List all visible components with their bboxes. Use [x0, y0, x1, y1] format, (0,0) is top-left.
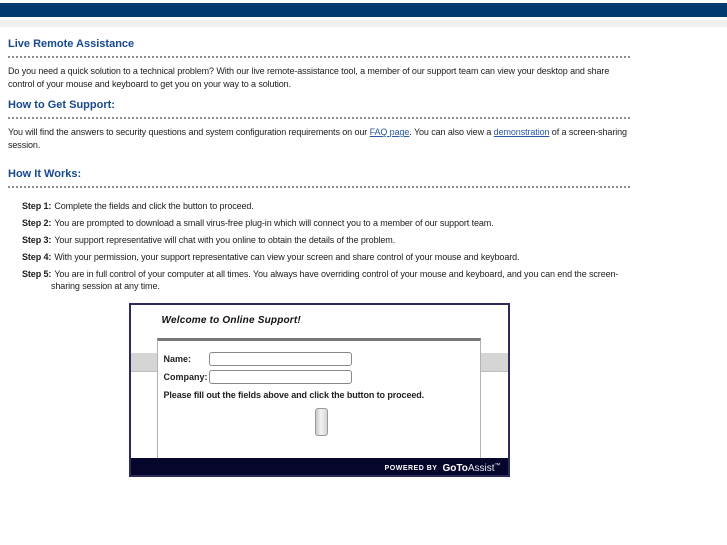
trademark-symbol: ™: [494, 463, 501, 469]
name-label: Name:: [163, 354, 192, 364]
step-3-label: Step 3:: [22, 235, 52, 245]
step-5: [22, 268, 630, 292]
step-5-label: Step 5:: [22, 269, 52, 279]
name-row: [164, 352, 480, 366]
support-widget: [129, 303, 510, 477]
sub-header-strip: [0, 20, 727, 27]
section-title-live-remote-assistance: Live Remote Assistance: [8, 38, 135, 50]
widget-title: Welcome to Online Support!: [161, 315, 301, 326]
step-2-text: You are prompted to download a small virus-free plug-in which will connect you to a member of our support team.: [54, 218, 494, 228]
faq-page-link[interactable]: FAQ page: [369, 127, 410, 137]
step-1-text: Complete the fields and click the button to proceed.: [54, 201, 254, 211]
company-input[interactable]: [209, 370, 352, 384]
top-nav-bar: [0, 3, 727, 17]
support-text-2: . You can also view a: [409, 127, 494, 137]
step-1: [22, 200, 630, 212]
step-2: [22, 217, 630, 229]
section-title-how-to-get-support: How to Get Support:: [8, 99, 115, 111]
step-3: [22, 234, 630, 246]
gotoassist-logo: [442, 458, 500, 475]
widget-form-panel: [157, 338, 481, 458]
company-row: [164, 370, 480, 384]
widget-instruction: Please fill out the fields above and click the button to proceed.: [163, 390, 425, 400]
step-2-label: Step 2:: [22, 218, 52, 228]
brand-assist: Assist: [467, 463, 495, 474]
support-text-1: You will find the answers to security questions and system configuration requirements on our: [8, 127, 370, 137]
company-label: Company:: [163, 372, 208, 382]
powered-by-label: POWERED BY: [384, 465, 438, 472]
name-input[interactable]: [209, 352, 352, 366]
widget-footer: [131, 458, 508, 475]
demonstration-link[interactable]: demonstration: [493, 127, 550, 137]
dotted-divider: [8, 186, 630, 188]
step-4-label: Step 4:: [22, 252, 52, 262]
step-5-text: You are in full control of your computer at all times. You always have overriding control of your mouse and keyboard, and you can end the screen-sharing session at any time.: [51, 269, 619, 291]
support-paragraph: [8, 126, 630, 152]
dotted-divider: [8, 56, 630, 58]
intro-paragraph: Do you need a quick solution to a technical problem? With our live remote-assistance tool, a member of our support team can view your desktop and share control of your mouse and keyboard to get you on your way to a solution.: [8, 66, 610, 89]
main-content: [8, 27, 630, 477]
step-1-label: Step 1:: [22, 201, 52, 211]
proceed-button[interactable]: [315, 408, 328, 436]
dotted-divider: [8, 117, 630, 119]
brand-goto: GoTo: [442, 463, 468, 474]
step-4-text: With your permission, your support representative can view your screen and share control of your mouse and keyboard.: [54, 252, 520, 262]
section-title-how-it-works: How It Works:: [8, 168, 82, 180]
steps-list: [8, 200, 630, 292]
support-text-3: of a screen-sharing session.: [8, 127, 627, 150]
step-4: [22, 251, 630, 263]
step-3-text: Your support representative will chat with you online to obtain the details of the problem.: [54, 235, 396, 245]
